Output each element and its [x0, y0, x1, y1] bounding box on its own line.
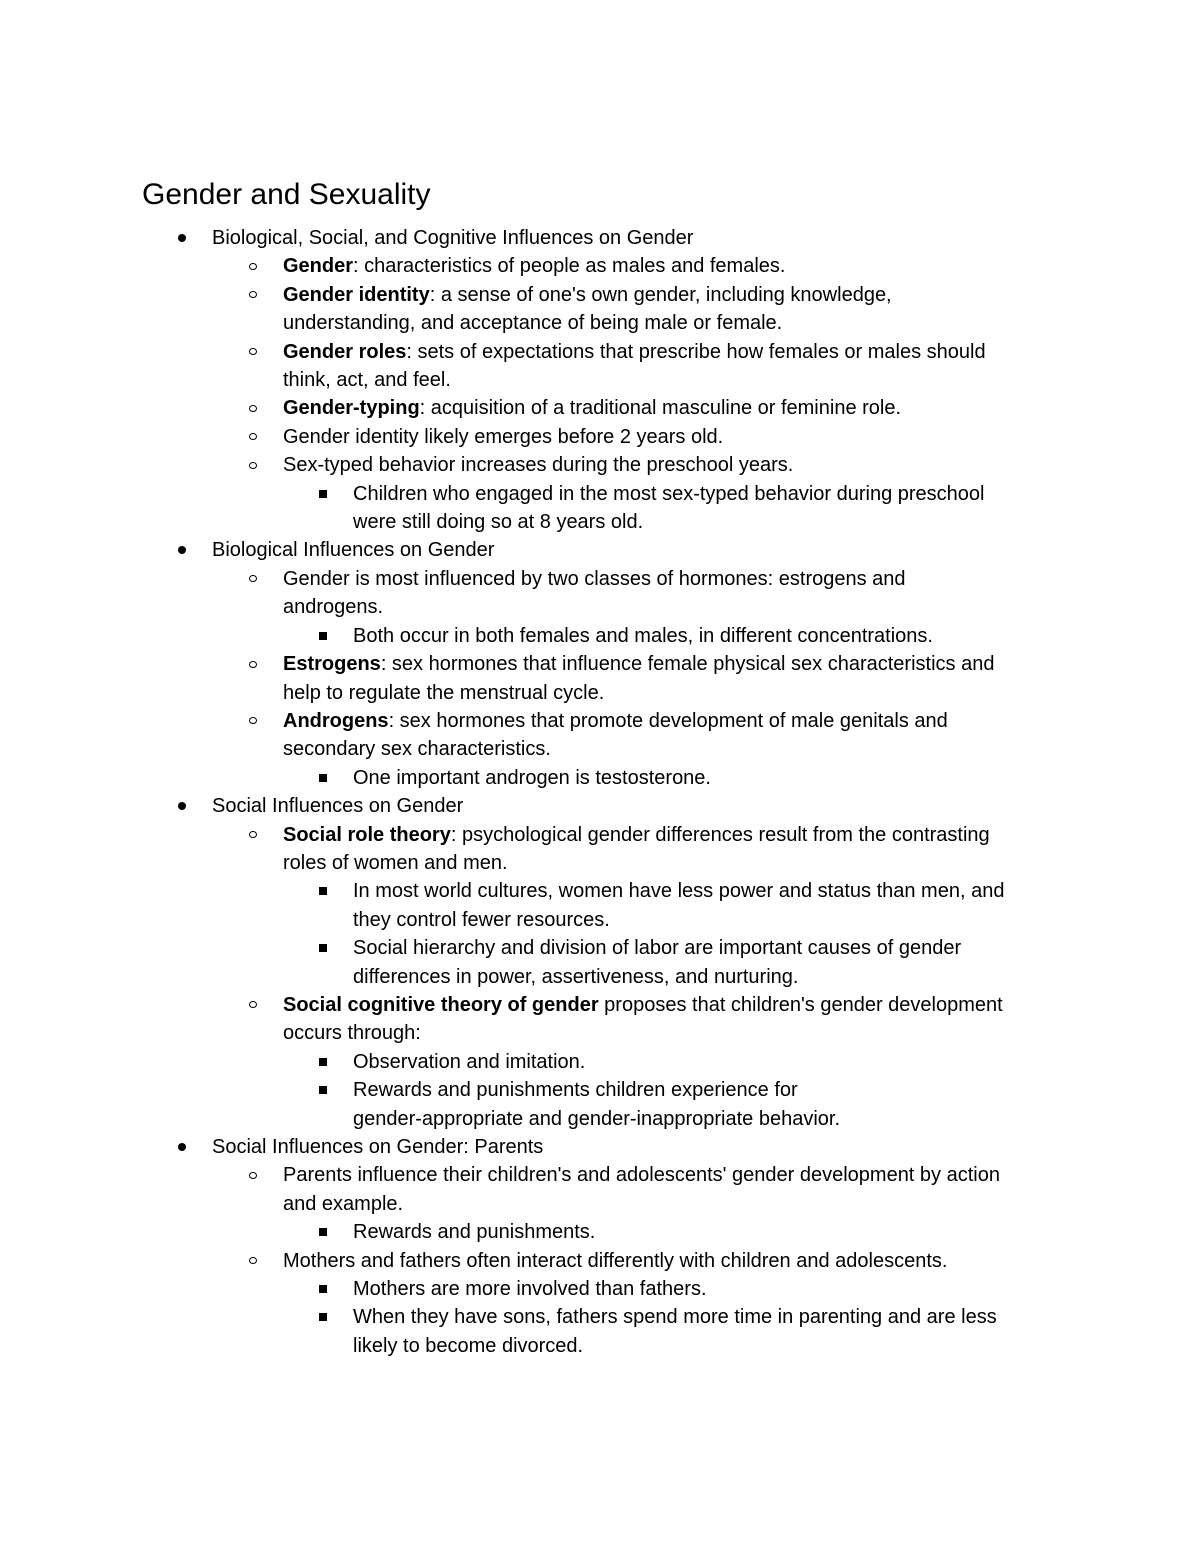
- item-text: Gender identity likely emerges before 2 years old.: [283, 425, 724, 448]
- line-continuation: understanding, and acceptance of being male or female.: [283, 312, 783, 335]
- section-heading-text: Biological Influences on Gender: [212, 539, 495, 562]
- item-text: Mothers and fathers often interact differently with children and adolescents.: [283, 1249, 948, 1272]
- bullet-square-icon: [319, 944, 327, 952]
- term-label: Gender: [283, 255, 354, 278]
- line-continuation: help to regulate the menstrual cycle.: [283, 681, 605, 704]
- bullet-disc-icon: [178, 546, 186, 554]
- bullet-disc-icon: [178, 802, 186, 810]
- list-item: [0, 451, 1200, 479]
- line-continuation: they control fewer resources.: [353, 908, 610, 931]
- sub-list-item: [0, 764, 1200, 792]
- bullet-circle-icon: [249, 433, 257, 440]
- bullet-square-icon: [319, 1285, 327, 1293]
- line-continuation: and example.: [283, 1192, 404, 1215]
- section-heading: [0, 224, 1200, 252]
- item-text: : characteristics of people as males and females.: [353, 255, 786, 278]
- item-text: proposes that children's gender development: [598, 993, 1003, 1016]
- bullet-square-icon: [319, 1228, 327, 1236]
- list-item: [0, 281, 1200, 309]
- bullet-square-icon: [319, 1313, 327, 1321]
- item-text: Both occur in both females and males, in different concentrations.: [353, 624, 933, 647]
- bullet-disc-icon: [178, 234, 186, 242]
- bullet-circle-icon: [249, 575, 257, 582]
- list-item: [0, 565, 1200, 593]
- list-item: [0, 650, 1200, 678]
- bullet-square-icon: [319, 1086, 327, 1094]
- bullet-square-icon: [319, 632, 327, 640]
- item-text: Rewards and punishments.: [353, 1221, 596, 1244]
- list-item: [0, 1247, 1200, 1275]
- item-text: : psychological gender differences result from the contrasting: [450, 823, 990, 846]
- bullet-square-icon: [319, 490, 327, 498]
- line-continuation: androgens.: [283, 596, 384, 619]
- bullet-circle-icon: [249, 1172, 257, 1179]
- sub-list-item: [0, 480, 1200, 508]
- term-label: Gender-typing: [283, 397, 420, 420]
- bullet-circle-icon: [249, 462, 257, 469]
- bullet-square-icon: [319, 1058, 327, 1066]
- bullet-circle-icon: [249, 348, 257, 355]
- term-label: Gender roles: [283, 340, 407, 363]
- item-text: Children who engaged in the most sex-typed behavior during preschool: [353, 482, 985, 505]
- list-item: [0, 821, 1200, 849]
- line-continuation: occurs through:: [283, 1022, 421, 1045]
- line-continuation: differences in power, assertiveness, and nurturing.: [353, 965, 799, 988]
- document-title: Gender and Sexuality: [142, 178, 431, 211]
- term-label: Social cognitive theory of gender: [283, 993, 599, 1016]
- item-text: : a sense of one's own gender, including knowledge,: [429, 283, 892, 306]
- item-text: : sets of expectations that prescribe how females or males should: [406, 340, 986, 363]
- bullet-disc-icon: [178, 1143, 186, 1151]
- item-text: : acquisition of a traditional masculine or feminine role.: [419, 397, 902, 420]
- list-item: [0, 1161, 1200, 1189]
- item-text: In most world cultures, women have less power and status than men, and: [353, 880, 1005, 903]
- item-text: When they have sons, fathers spend more time in parenting and are less: [353, 1306, 997, 1329]
- bullet-circle-icon: [249, 717, 257, 724]
- term-label: Estrogens: [283, 653, 381, 676]
- sub-list-item: [0, 1218, 1200, 1246]
- sub-list-item: [0, 934, 1200, 962]
- bullet-circle-icon: [249, 291, 257, 298]
- line-continuation: were still doing so at 8 years old.: [353, 511, 644, 534]
- item-text: Rewards and punishments children experience for: [353, 1079, 798, 1102]
- list-item: [0, 991, 1200, 1019]
- line-continuation: think, act, and feel.: [283, 369, 451, 392]
- item-text: Gender is most influenced by two classes of hormones: estrogens and: [283, 567, 906, 590]
- bullet-square-icon: [319, 774, 327, 782]
- line-continuation: secondary sex characteristics.: [283, 738, 551, 761]
- item-text: : sex hormones that promote development of male genitals and: [388, 709, 948, 732]
- list-item: [0, 338, 1200, 366]
- item-text: Sex-typed behavior increases during the preschool years.: [283, 454, 794, 477]
- item-text: One important androgen is testosterone.: [353, 766, 711, 789]
- section-heading-text: Biological, Social, and Cognitive Influences on Gender: [212, 227, 694, 249]
- sub-list-item: [0, 1275, 1200, 1303]
- sub-list-item: [0, 1076, 1200, 1104]
- section-heading: [0, 536, 1200, 564]
- section-heading-text: Social Influences on Gender: [212, 795, 464, 818]
- line-continuation: likely to become divorced.: [353, 1334, 584, 1357]
- bullet-circle-icon: [249, 263, 257, 270]
- term-label: Androgens: [283, 709, 389, 732]
- bullet-circle-icon: [249, 1001, 257, 1008]
- sub-list-item: [0, 877, 1200, 905]
- bullet-circle-icon: [249, 1257, 257, 1264]
- sub-list-item: [0, 1303, 1200, 1331]
- section-heading: [0, 792, 1200, 820]
- list-item: [0, 252, 1200, 280]
- section-heading: [0, 1133, 1200, 1161]
- sub-list-item: [0, 622, 1200, 650]
- bullet-square-icon: [319, 887, 327, 895]
- sub-list-item: [0, 1048, 1200, 1076]
- bullet-circle-icon: [249, 661, 257, 668]
- item-text: Social hierarchy and division of labor are important causes of gender: [353, 937, 962, 960]
- item-text: Observation and imitation.: [353, 1050, 586, 1073]
- item-text: Parents influence their children's and adolescents' gender development by action: [283, 1164, 1000, 1187]
- item-text: : sex hormones that influence female physical sex characteristics and: [380, 653, 995, 676]
- item-text: Mothers are more involved than fathers.: [353, 1278, 707, 1301]
- bullet-circle-icon: [249, 831, 257, 838]
- list-item: [0, 394, 1200, 422]
- notes-outline: [0, 224, 1200, 1360]
- list-item: [0, 423, 1200, 451]
- bullet-circle-icon: [249, 405, 257, 412]
- term-label: Gender identity: [283, 283, 430, 306]
- section-heading-text: Social Influences on Gender: Parents: [212, 1136, 544, 1158]
- list-item: [0, 707, 1200, 735]
- line-continuation: roles of women and men.: [283, 851, 508, 874]
- line-continuation: gender-appropriate and gender-inappropriate behavior.: [353, 1107, 841, 1130]
- term-label: Social role theory: [283, 823, 451, 846]
